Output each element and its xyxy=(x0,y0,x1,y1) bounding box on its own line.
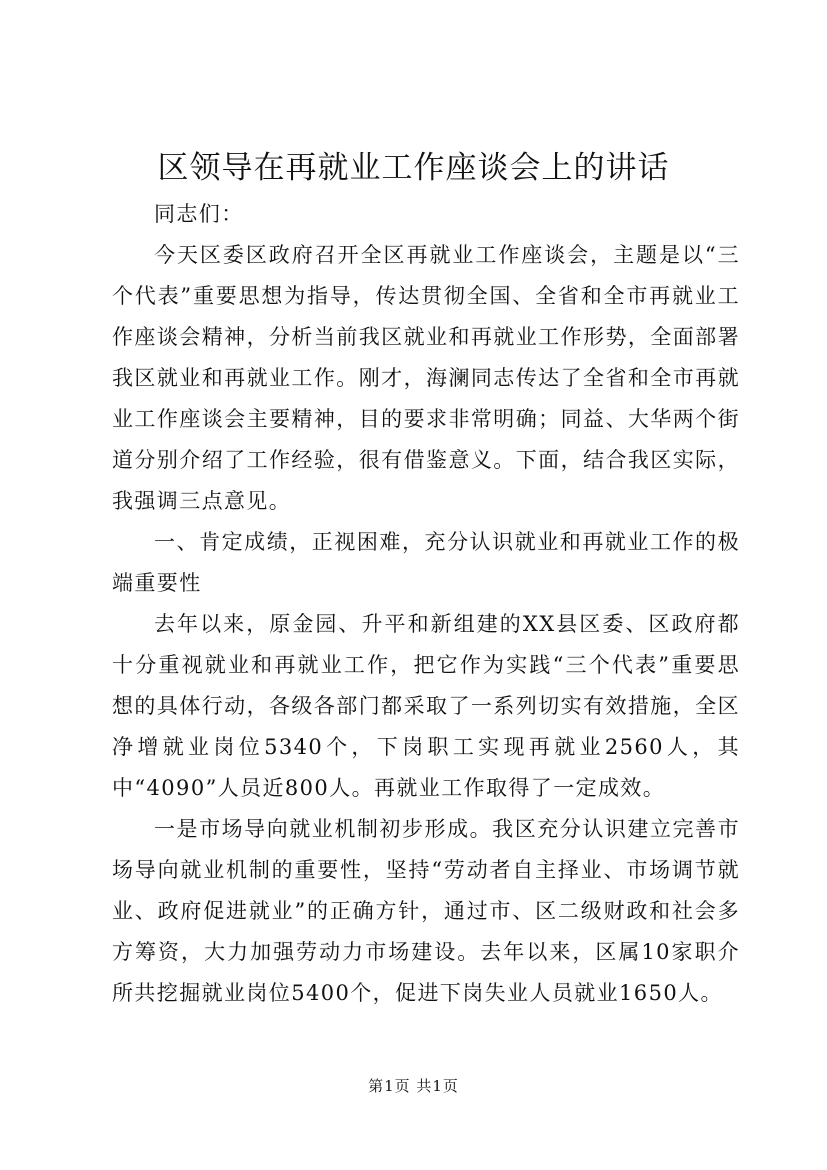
salutation-paragraph: 同志们： xyxy=(154,202,244,226)
page-footer: 第1页 共1页 xyxy=(368,1077,459,1095)
intro-paragraph: 今天区委区政府召开全区再就业工作座谈会，主题是以“三个代表”重要思想为指导，传达贯彻全国、全省和全市再就业工作座谈会精神，分析当前我区就业和再就业工作形势，全面部署我区就业和再就业工作。刚才，海澜同志传达了全省和全市再就业工作座谈会主要精神，目的要求非常明确；同益、大华两个街道分别介绍了工作经验，很有借鉴意义。下面，结合我区实际，我强调三点意见。 xyxy=(112,243,740,513)
achievements-paragraph: 去年以来，原金园、升平和新组建的XX县区委、区政府都十分重视就业和再就业工作，把它作为实践“三个代表”重要思想的具体行动，各级各部门都采取了一系列切实有效措施，全区净增就业岗位5340个，下岗职工实现再就业2560人，其中“4090”人员近800人。再就业工作取得了一定成效。 xyxy=(112,612,740,800)
document-title: 区领导在再就业工作座谈会上的讲话 xyxy=(157,150,670,186)
section-heading-1: 一、肯定成绩，正视困难，充分认识就业和再就业工作的极端重要性 xyxy=(112,530,740,595)
document-body xyxy=(112,194,740,1014)
market-mechanism-paragraph: 一是市场导向就业机制初步形成。我区充分认识建立完善市场导向就业机制的重要性，坚持“劳动者自主择业、市场调节就业、政府促进就业”的正确方针，通过市、区二级财政和社会多方筹资，大力加强劳动力市场建设。去年以来，区属10家职介所共挖掘就业岗位5400个，促进下岗失业人员就业1650人。 xyxy=(112,817,740,1005)
